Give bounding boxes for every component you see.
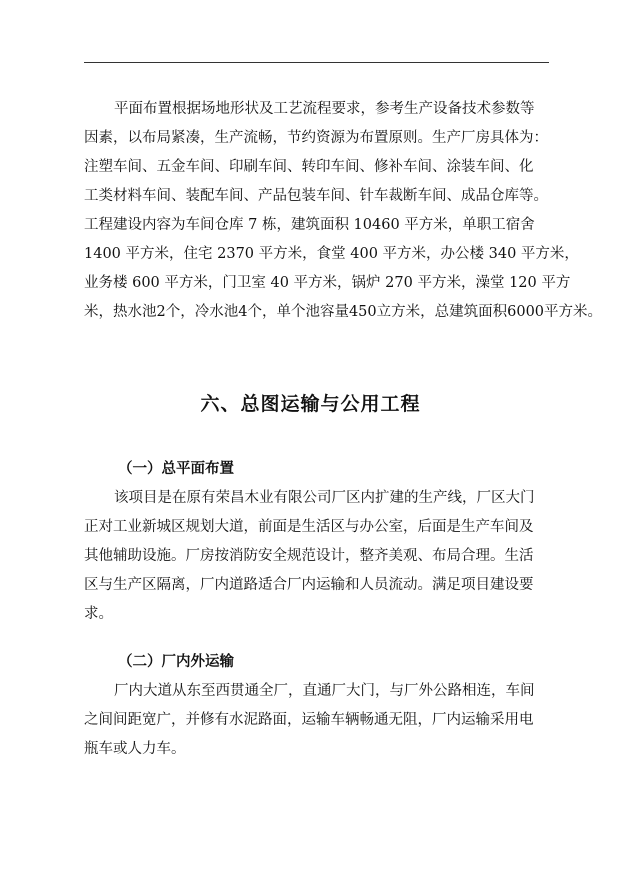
- general-layout-paragraph: [84, 484, 535, 629]
- paragraph-line: 因素，以布局紧凑，生产流畅，节约资源为布置原则。生产厂房具体为：: [84, 130, 548, 146]
- transport-paragraph: [84, 677, 535, 764]
- paragraph-line: 厂内大道从东至西贯通全厂，直通厂大门，与厂外公路相连，车间: [114, 683, 535, 699]
- paragraph-line: 其他辅助设施。厂房按消防安全规范设计，整齐美观、布局合理。生活: [84, 548, 534, 564]
- subsection-title-general-layout: （一）总平面布置: [118, 461, 234, 477]
- paragraph-line: 区与生产区隔离，厂内道路适合厂内运输和人员流动。满足项目建设要: [84, 577, 534, 593]
- paragraph-line: 平面布置根据场地形状及工艺流程要求，参考生产设备技术参数等: [114, 101, 535, 117]
- paragraph-line: 求。: [84, 606, 113, 622]
- header-rule: [84, 62, 549, 63]
- paragraph-line: 瓶车或人力车。: [84, 741, 186, 757]
- paragraph-line: 工类材料车间、装配车间、产品包装车间、针车裁断车间、成品仓库等。: [84, 188, 548, 204]
- paragraph-line: 注塑车间、五金车间、印刷车间、转印车间、修补车间、涂装车间、化: [84, 159, 534, 175]
- paragraph-line: 该项目是在原有荣昌木业有限公司厂区内扩建的生产线，厂区大门: [114, 490, 535, 506]
- paragraph-line: 正对工业新城区规划大道，前面是生活区与办公室，后面是生产车间及: [84, 519, 534, 535]
- paragraph-line: 之间间距宽广，并修有水泥路面，运输车辆畅通无阻，厂内运输采用电: [84, 712, 534, 728]
- section-heading: 六、总图运输与公用工程: [200, 393, 421, 415]
- subsection-title-transport: （二）厂内外运输: [118, 654, 234, 670]
- paragraph-line: 工程建设内容为车间仓库 7 栋，建筑面积 10460 平方米，单职工宿舍: [84, 217, 535, 233]
- layout-paragraph: [84, 95, 603, 327]
- paragraph-line: 业务楼 600 平方米，门卫室 40 平方米，锅炉 270 平方米，澡堂 120 平方: [84, 275, 571, 291]
- paragraph-line: 1400 平方米，住宅 2370 平方米，食堂 400 平方米，办公楼 340 平方米，: [84, 246, 579, 262]
- paragraph-line: 米，热水池2个，冷水池4个，单个池容量450立方米，总建筑面积6000平方米。: [84, 304, 603, 320]
